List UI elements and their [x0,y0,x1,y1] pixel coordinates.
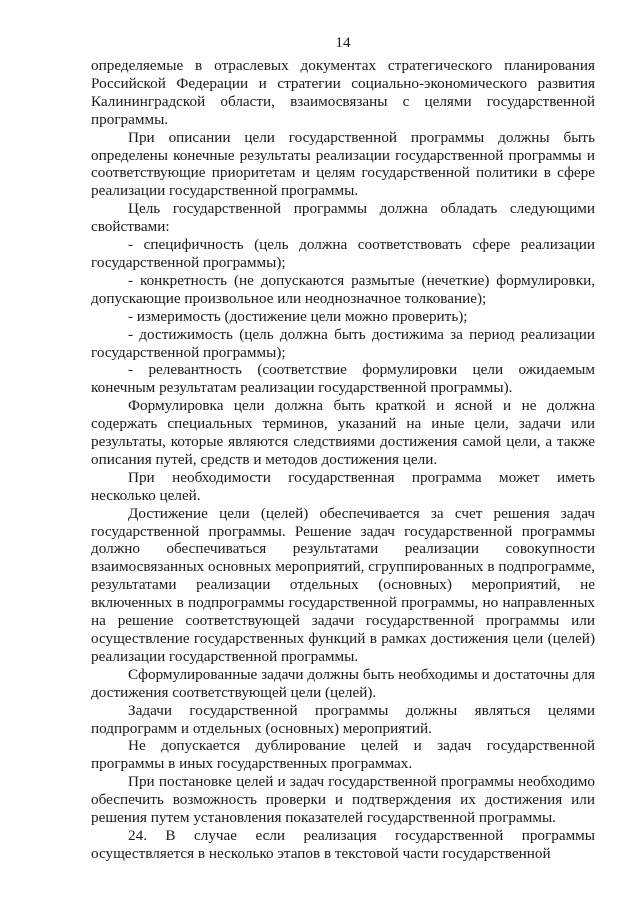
list-item-achievability: - достижимость (цель должна быть достижима за период реализации государственной программы); [91,325,595,361]
page-number: 14 [335,34,351,51]
paragraph-goals-alignment: определяемые в отраслевых документах стратегического планирования Российской Федерации и стратегии социально-экономического развития Калининградской области, взаимосвязаны с целями государственной программы. [91,57,595,128]
paragraph-item-24: 24. В случае если реализация государственной программы осуществляется в несколько этапов в текстовой части государственной [91,826,595,862]
document-page [91,34,595,863]
paragraph-no-duplication: Не допускается дублирование целей и задач государственной программы в иных государственных программах. [91,737,595,773]
list-item-relevance: - релевантность (соответствие формулировки цели ожидаемым конечным результатам реализации государственной программы). [91,361,595,397]
paragraph-goal-properties: Цель государственной программы должна обладать следующими свойствами: [91,200,595,236]
paragraph-tasks-as-goals: Задачи государственной программы должны являться целями подпрограмм и отдельных (основных) мероприятий. [91,701,595,737]
paragraph-tasks-sufficiency: Сформулированные задачи должны быть необходимы и достаточны для достижения соответствующей цели (целей). [91,665,595,701]
list-item-concreteness: - конкретность (не допускаются размытые (нечеткие) формулировки, допускающие произвольное или неоднозначное толкование); [91,271,595,307]
paragraph-goal-achievement: Достижение цели (целей) обеспечивается за счет решения задач государственной программы. Решение задач государственной программы должно обеспечиваться результатами реализации совокупности взаимосвязанных основных мероприятий, сгруппированных в подпрограмме, результатами реализации отдельных (основных) мероприятий, не включенных в подпрограммы государственной программы, но направленных на решение соответствующей задачи государственной программы или осуществление государственных функций в рамках достижения цели (целей) реализации государственной программы. [91,504,595,665]
list-item-measurability: - измеримость (достижение цели можно проверить); [128,307,468,325]
list-item-specificity: - специфичность (цель должна соответствовать сфере реализации государственной программы); [91,236,595,271]
paragraph-goal-wording: Формулировка цели должна быть краткой и ясной и не должна содержать специальных терминов, указаний на иные цели, задачи или результаты, которые являются следствиями достижения самой цели, а также описания путей, средств и методов достижения цели. [91,397,595,468]
paragraph-multiple-goals: При необходимости государственная программа может иметь несколько целей. [91,468,595,504]
paragraph-goal-description: При описании цели государственной программы должны быть определены конечные результаты реализации государственной программы и соответствующие приоритетам и целям государственной политики в сфере реализации государственной программы. [91,128,595,200]
paragraph-indicators: При постановке целей и задач государственной программы необходимо обеспечить возможность проверки и подтверждения их достижения или решения путем установления показателей государственной программы. [91,773,595,827]
